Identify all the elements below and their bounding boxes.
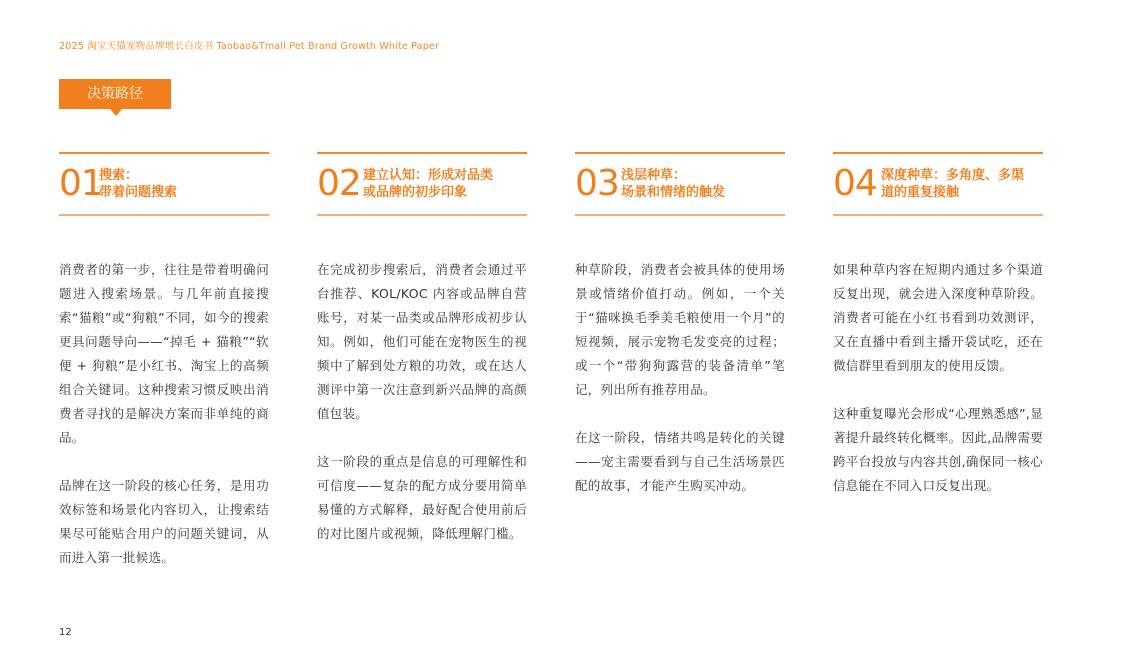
step-paragraph: 种草阶段，消费者会被具体的使用场景或情绪价值打动。例如，一个关于“猫咪换毛季美毛粮使用一个月”的短视频，展示宠物毛发变亮的过程；或一个“带狗狗露营的装备清单”笔记，列出所有推荐用品。 bbox=[575, 262, 785, 397]
column-heading bbox=[59, 154, 269, 214]
column-heading bbox=[575, 154, 785, 214]
step-number: 03 bbox=[575, 163, 619, 204]
step-paragraph: 在这一阶段，情绪共鸣是转化的关键——宠主需要看到与自己生活场景匹配的故事，才能产生购买冲动。 bbox=[575, 430, 785, 493]
step-paragraph: 如果种草内容在短期内通过多个渠道反复出现，就会进入深度种草阶段。消费者可能在小红书看到功效测评，又在直播中看到主播开袋试吃，还在微信群里看到朋友的使用反馈。 bbox=[833, 262, 1043, 373]
column-bottom-rule bbox=[575, 214, 785, 216]
step-number: 01 bbox=[59, 163, 103, 204]
step-paragraph: 这一阶段的重点是信息的可理解性和可信度——复杂的配方成分要用简单易懂的方式解释，最好配合使用前后的对比图片或视频，降低理解门槛。 bbox=[317, 454, 527, 541]
column-heading bbox=[833, 154, 1043, 214]
step-number: 02 bbox=[317, 163, 361, 204]
column-bottom-rule bbox=[59, 214, 269, 216]
step-title-line1: 建立认知：形成对品类 bbox=[363, 168, 494, 183]
step-column-4 bbox=[833, 152, 1043, 522]
section-tag: 决策路径 bbox=[59, 79, 171, 109]
step-title-line2: 道的重复接触 bbox=[881, 185, 960, 200]
document-header: 2025 淘宝天猫宠物品牌增长白皮书 Taobao&Tmall Pet Brand Growth White Paper bbox=[59, 41, 440, 52]
step-title bbox=[621, 167, 725, 201]
step-body bbox=[317, 258, 527, 546]
step-title-line1: 浅层种草： bbox=[621, 168, 687, 183]
page-number: 12 bbox=[59, 627, 72, 638]
step-column-3 bbox=[575, 152, 785, 522]
column-bottom-rule bbox=[317, 214, 527, 216]
column-heading bbox=[317, 154, 527, 214]
column-bottom-rule bbox=[833, 214, 1043, 216]
step-title bbox=[99, 167, 177, 201]
step-body bbox=[833, 258, 1043, 498]
step-column-2 bbox=[317, 152, 527, 570]
step-paragraph: 消费者的第一步，往往是带着明确问题进入搜索场景。与几年前直接搜索“猫粮”或“狗粮”不同，如今的搜索更具问题导向——“掉毛 + 猫粮”“软便 + 狗粮”是小红书、淘宝上的高频组合关键词。这种搜索习惯反映出消费者寻找的是解决方案而非单纯的商品。 bbox=[59, 262, 269, 445]
step-paragraph: 这种重复曝光会形成“心理熟悉感”,显著提升最终转化概率。因此,品牌需要跨平台投放与内容共创,确保同一核心信息能在不同入口反复出现。 bbox=[833, 406, 1043, 493]
step-title-line2: 场景和情绪的触发 bbox=[621, 185, 726, 200]
step-column-1 bbox=[59, 152, 269, 594]
step-number: 04 bbox=[833, 163, 877, 204]
step-paragraph: 品牌在这一阶段的核心任务，是用功效标签和场景化内容切入，让搜索结果尽可能贴合用户的问题关键词，从而进入第一批候选。 bbox=[59, 478, 269, 565]
step-body bbox=[575, 258, 785, 498]
step-title-line2: 或品牌的初步印象 bbox=[363, 185, 468, 200]
step-title-line1: 搜索： bbox=[99, 168, 139, 183]
step-title bbox=[363, 167, 493, 201]
step-title-line1: 深度种草：多角度、多渠 bbox=[881, 168, 1025, 183]
step-title bbox=[881, 167, 1024, 201]
step-body bbox=[59, 258, 269, 570]
step-paragraph: 在完成初步搜索后，消费者会通过平台推荐、KOL/KOC 内容或品牌自营账号，对某一品类或品牌形成初步认知。例如，他们可能在宠物医生的视频中了解到处方粮的功效，或在达人测评中第一次注意到新兴品牌的高颜值包装。 bbox=[317, 262, 527, 421]
step-title-line2: 带着问题搜索 bbox=[99, 185, 178, 200]
